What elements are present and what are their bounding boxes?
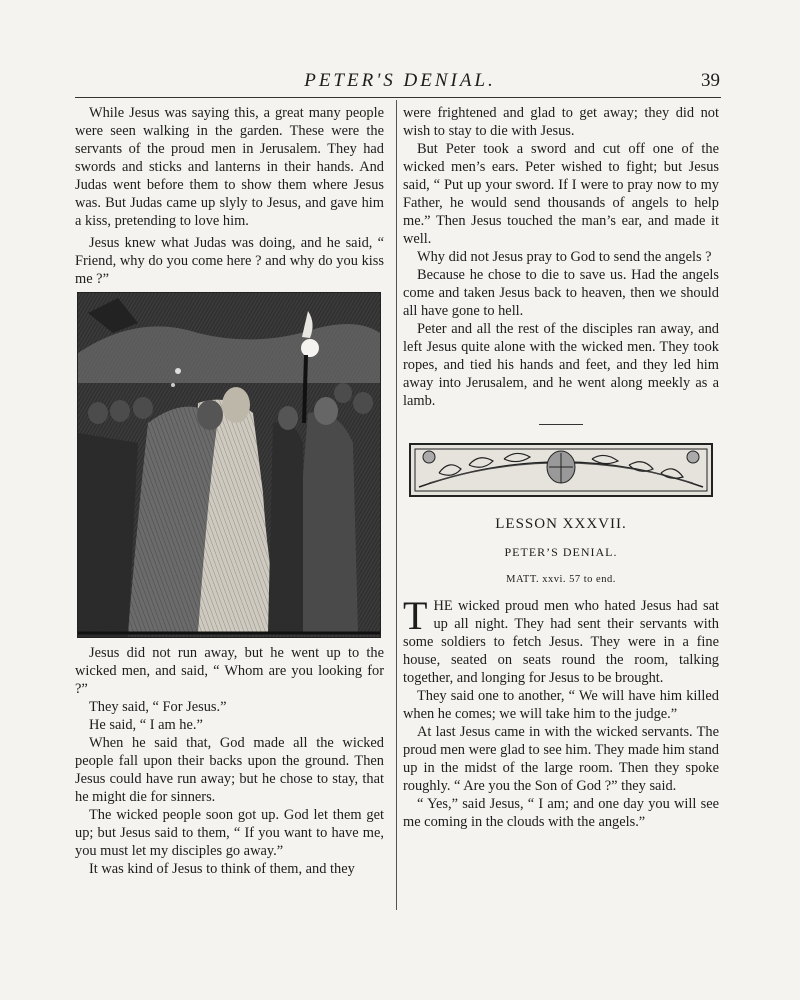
drop-cap: T xyxy=(403,593,428,638)
paragraph: It was kind of Jesus to think of them, and they xyxy=(89,861,355,877)
running-header-title: PETER'S DENIAL. xyxy=(304,70,496,91)
section-rule xyxy=(539,424,583,425)
paragraph: Peter and all the rest of the disciples ran away, and left Jesus quite alone with the wicked men. They took ropes, and tied his hands and feet, and they led him away into Jerusalem, and he went along meekly as a lamb. xyxy=(403,321,719,409)
paragraph: “ Yes,” said Jesus, “ I am; and one day you will see me coming in the clouds with the angels.” xyxy=(403,796,719,830)
paragraph xyxy=(403,593,719,687)
paragraph: He said, “ I am he.” xyxy=(89,717,203,733)
paragraph: They said one to another, “ We will have him killed when he comes; we will take him to the judge.” xyxy=(403,688,719,722)
paragraph: The wicked people soon got up. God let them get up; but Jesus said to them, “ If you want to have me, you must let my disciples go away.” xyxy=(75,807,384,859)
paragraph-text: HE wicked proud men who hated Jesus had sat up all night. They had sent their servants with some soldiers to fetch Jesus. They were in a fine house, seated on seats round the room, talking together, and longing for Jesus to be brought. xyxy=(403,598,719,686)
lesson-title: LESSON XXXVII. xyxy=(495,516,627,532)
paragraph: Jesus did not run away, but he went up to the wicked men, and said, “ Whom are you looking for ?” xyxy=(75,645,384,697)
scripture-reference: MATT. xxvi. 57 to end. xyxy=(506,574,616,585)
ornamental-headpiece xyxy=(409,443,713,497)
engraving-illustration xyxy=(77,292,381,638)
paragraph: Why did not Jesus pray to God to send the angels ? xyxy=(417,249,712,265)
left-column xyxy=(75,104,384,878)
paragraph: But Peter took a sword and cut off one of the wicked men’s ears. Peter wished to fight; but Jesus said, “ Put up your sword. If I were to pray now to my Father, he would send thousands of angels to help me.” Then Jesus touched the man’s ear, and made it well. xyxy=(403,141,719,247)
lesson-subtitle: PETER’S DENIAL. xyxy=(504,545,618,559)
right-column xyxy=(403,104,719,831)
paragraph: Jesus knew what Judas was doing, and he said, “ Friend, why do you come here ? and why do you kiss me ?” xyxy=(75,235,384,287)
paragraph: When he said that, God made all the wicked people fall upon their backs upon the ground. Then Jesus could have run away; but he chose to stay, that he might die for sinners. xyxy=(75,735,384,805)
paragraph: At last Jesus came in with the wicked servants. The proud men were glad to see him. They made him stand up in the midst of the large room. Then they spoke roughly. “ Are you the Son of God ?” they said. xyxy=(403,724,719,794)
paragraph: They said, “ For Jesus.” xyxy=(89,699,227,715)
paragraph: were frightened and glad to get away; they did not wish to stay to die with Jesus. xyxy=(403,105,719,139)
header-rule xyxy=(75,97,721,98)
column-divider xyxy=(396,100,397,910)
paragraph: While Jesus was saying this, a great many people were seen walking in the garden. These were the servants of the proud men in Jerusalem. They had swords and sticks and lanterns in their hands. And Judas went before them to show them where Jesus was. But Judas came up slyly to Jesus, and gave him a kiss, pretending to love him. xyxy=(75,105,384,229)
paragraph: Because he chose to die to save us. Had the angels come and taken Jesus back to heaven, then we should all have gone to hell. xyxy=(403,267,719,319)
page-number: 39 xyxy=(701,70,720,91)
